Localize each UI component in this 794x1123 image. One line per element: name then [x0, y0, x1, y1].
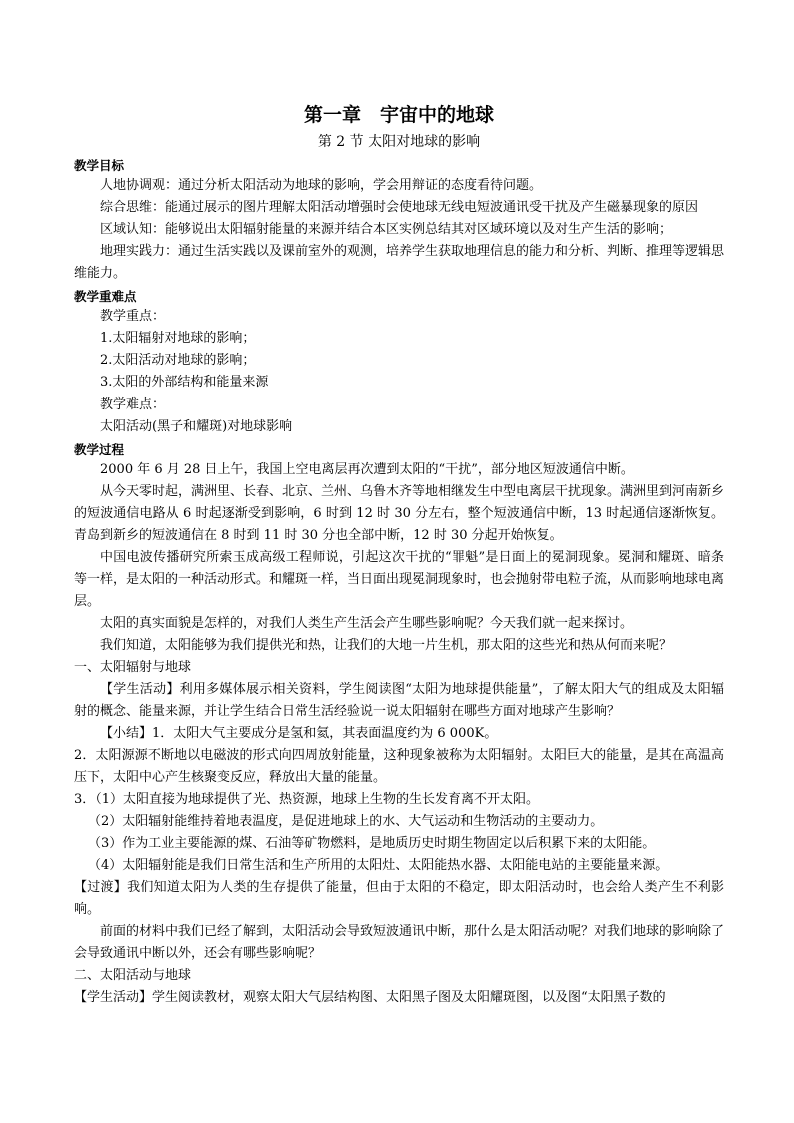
key-point-item: 1.太阳辐射对地球的影响； [100, 331, 256, 346]
goal-paragraph: 地理实践力：通过生活实践以及课前室外的观测，培养学生获取地理信息的能力和分析、判断、推理等逻辑思维能力。 [74, 244, 725, 281]
goal-paragraph: 综合思维：能通过展示的图片理解太阳活动增强时会使地球无线电短波通讯受干扰及产生磁暴现象的原因 [100, 200, 699, 215]
student-activity-paragraph: 【学生活动】利用多媒体展示相关资料，学生阅读图“太阳为地球提供能量”，了解太阳大气的组成及太阳辐射的概念、能量来源，并让学生结合日常生活经验说一说太阳辐射在哪些方面对地球产生影响？ [74, 682, 724, 719]
difficulty-item: 太阳活动(黑子和耀斑)对地球影响 [100, 419, 293, 434]
summary-paragraph: （4）太阳辐射能是我们日常生活和生产所用的太阳灶、太阳能热水器、太阳能电站的主要能量来源。 [88, 858, 669, 873]
transition-paragraph: 【过渡】我们知道太阳为人类的生存提供了能量，但由于太阳的不稳定，即太阳活动时，也会给人类产生不利影响。 [74, 880, 724, 917]
document-body [74, 100, 724, 1009]
process-paragraph: 从今天零时起，满洲里、长春、北京、兰州、乌鲁木齐等地相继发生中型电离层干扰现象。满洲里到河南新乡的短波通信电路从 6 时起逐渐受到影响，6 时到 12 时 30 分左右，整个短波通信中断，13 时起通信逐渐恢复。青岛到新乡的短波通信在 8 时到 11 时 30 分也全部中断，12 时 30 分起开始恢复。 [74, 484, 725, 543]
summary-paragraph: （3）作为工业主要能源的煤、石油等矿物燃料，是地质历史时期生物固定以后积累下来的太阳能。 [88, 836, 656, 851]
key-point-item: 2.太阳活动对地球的影响； [100, 353, 256, 368]
goal-paragraph: 区域认知：能够说出太阳辐射能量的来源并结合本区实例总结其对区域环境以及对生产生活的影响； [100, 222, 673, 237]
process-paragraph: 太阳的真实面貌是怎样的，对我们人类生产生活会产生哪些影响呢？今天我们就一起来探讨。 [100, 616, 634, 631]
key-points-label: 教学重点： [100, 309, 166, 324]
process-paragraph: 中国电波传播研究所索玉成高级工程师说，引起这次干扰的“罪魁”是日面上的冕洞现象。冕洞和耀斑、暗条等一样，是太阳的一种活动形式。和耀斑一样，当日面出现冕洞现象时，也会抛射带电粒子流，从而影响地球电离层。 [74, 550, 725, 609]
chapter-title: 第一章 宇宙中的地球 [303, 104, 494, 126]
subsection-heading-2: 二、太阳活动与地球 [74, 968, 192, 983]
process-paragraph: 我们知道，太阳能够为我们提供光和热，让我们的大地一片生机，那太阳的这些光和热从何而来呢？ [100, 638, 673, 653]
subsection-heading-1: 一、太阳辐射与地球 [74, 660, 192, 675]
goal-paragraph: 人地协调观：通过分析太阳活动为地球的影响，学会用辩证的态度看待问题。 [100, 178, 543, 193]
key-point-item: 3.太阳的外部结构和能量来源 [100, 375, 269, 390]
summary-paragraph: 2．太阳源源不断地以电磁波的形式向四周放射能量，这种现象被称为太阳辐射。太阳巨大的能量，是其在高温高压下，太阳中心产生核聚变反应，释放出大量的能量。 [74, 748, 724, 785]
teaching-goals-heading: 教学目标 [74, 158, 125, 173]
section-subtitle: 第 2 节 太阳对地球的影响 [317, 134, 481, 150]
process-paragraph: 2000 年 6 月 28 日上午，我国上空电离层再次遭到太阳的“干扰”，部分地区短波通信中断。 [100, 462, 634, 477]
summary-paragraph: （2）太阳辐射能维持着地表温度，是促进地球上的水、大气运动和生物活动的主要动力。 [88, 814, 604, 829]
summary-paragraph: 3．（1）太阳直接为地球提供了光、热资源，地球上生物的生长发育离不开太阳。 [74, 792, 540, 807]
process-paragraph: 前面的材料中我们已经了解到，太阳活动会导致短波通讯中断，那什么是太阳活动呢？对我们地球的影响除了会导致通讯中断以外，还会有哪些影响呢？ [74, 924, 725, 961]
summary-paragraph: 【小结】1．太阳大气主要成分是氢和氦，其表面温度约为 6 000K。 [100, 726, 498, 741]
teaching-process-heading: 教学过程 [74, 442, 125, 457]
difficulty-label: 教学难点： [100, 397, 166, 412]
key-points-heading: 教学重难点 [74, 289, 137, 304]
student-activity-paragraph: 【学生活动】学生阅读教材，观察太阳大气层结构图、太阳黑子图及太阳耀斑图，以及图“太阳黑子数的 [74, 990, 666, 1005]
